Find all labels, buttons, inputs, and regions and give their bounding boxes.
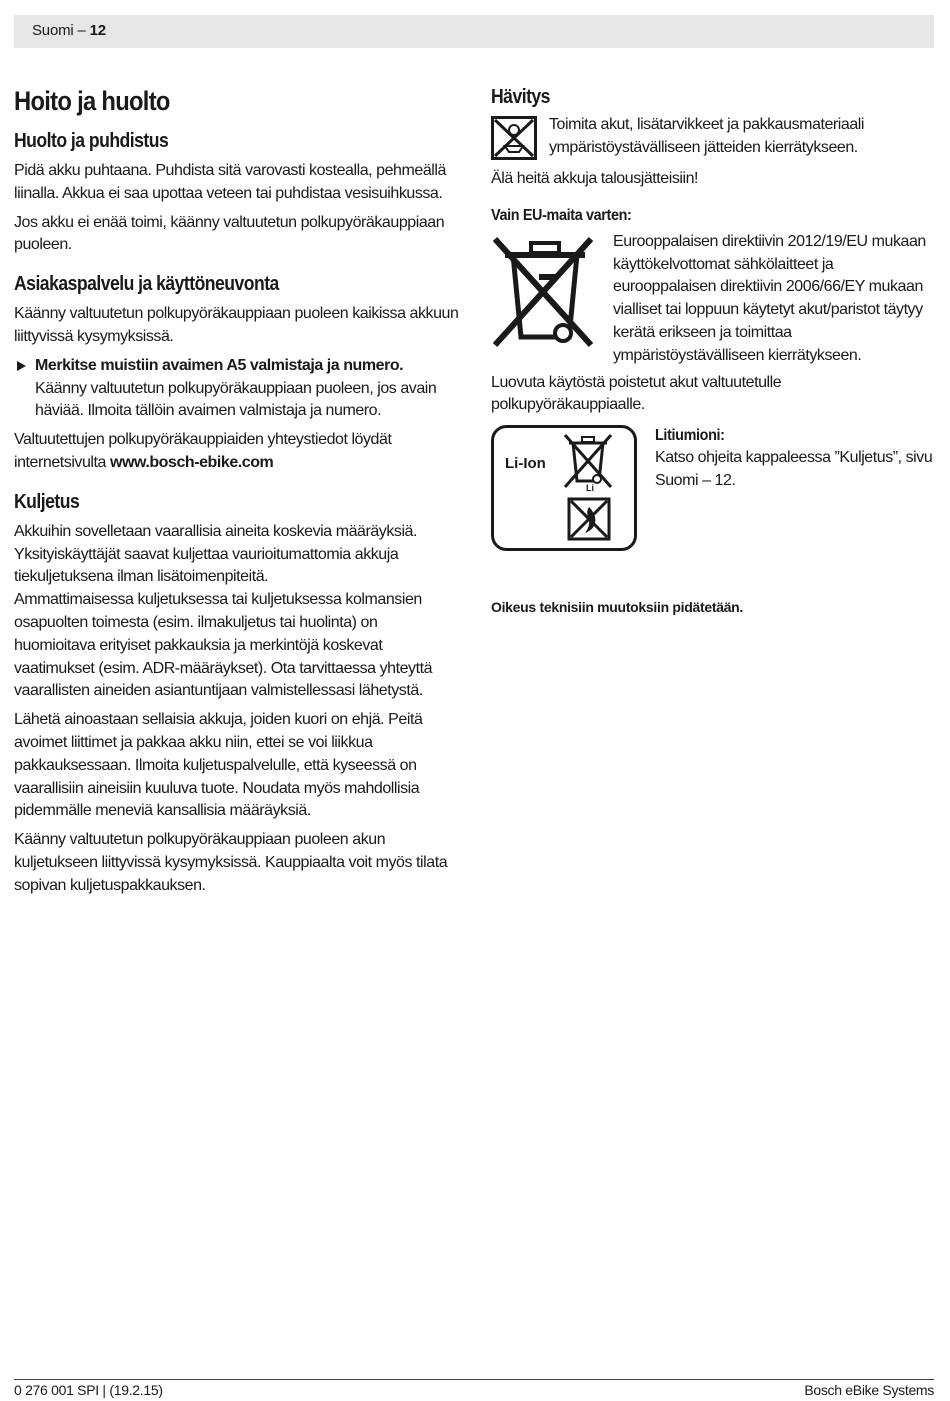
left-column bbox=[14, 84, 460, 912]
transport-paragraph-1: Akkuihin sovelletaan vaarallisia aineita koskevia määräyksiä. Yksityiskäyttäjät saavat kuljettaa vaurioitumattomia akkuja tiekuljetuksena ilman lisätoimenpiteitä. bbox=[14, 522, 417, 586]
page-header bbox=[14, 15, 934, 48]
eu-only-heading: Vain EU-maita varten: bbox=[491, 206, 632, 224]
customer-service-heading: Asiakaspalvelu ja käyttöneuvonta bbox=[14, 273, 279, 296]
handover-text: Luovuta käytöstä poistetut akut valtuutetulle polkupyöräkauppiaalle. bbox=[491, 373, 782, 414]
header-separator: – bbox=[73, 22, 90, 39]
customer-service-paragraph: Käänny valtuutetun polkupyöräkauppiaan puoleen kaikissa akkuun liittyvissä kysymyksissä. bbox=[14, 305, 459, 345]
step-bold-text: Merkitse muistiin avaimen A5 valmistaja ja numero. bbox=[35, 356, 404, 374]
rights-reserved-text: Oikeus teknisiin muutoksiin pidätetään. bbox=[491, 599, 744, 616]
footer-divider bbox=[14, 1379, 934, 1380]
li-text: Li bbox=[586, 483, 594, 494]
dealer-contact-text: Valtuutettujen polkupyöräkauppiaiden yhteystiedot löydät internetsivulta bbox=[14, 431, 392, 471]
eu-block bbox=[491, 231, 934, 368]
maintenance-heading: Huolto ja puhdistus bbox=[14, 130, 169, 152]
maintenance-paragraph-1: Pidä akku puhtaana. Puhdista sitä varovasti kostealla, pehmeällä liinalla. Akkua ei saa upottaa veteen tai puhdistaa vesisuihkussa. bbox=[14, 162, 446, 202]
section-transport bbox=[14, 489, 460, 898]
dealer-contact-paragraph bbox=[14, 429, 460, 475]
triangle-bullet-icon bbox=[17, 361, 26, 371]
section-maintenance bbox=[14, 128, 460, 257]
recycling-text: Toimita akut, lisätarvikkeet ja pakkausmateriaali ympäristöystävälliseen jätteiden kierrätykseen. bbox=[549, 116, 864, 156]
transport-paragraph-2: Ammattimaisessa kuljetuksessa tai kuljetuksessa kolmansien osapuolten toimesta (esim. ilmakuljetus tai huolinta) on huomioitava erityiset pakkauksia ja merkintöjä koskevat vaatimukset (esim. ADR-määräykset). Ota tarvittaessa yhteyttä vaarallisten aineiden asiantuntijaan valmistellessasi lähetystä. bbox=[14, 591, 433, 700]
disposal-heading: Hävitys bbox=[491, 86, 550, 108]
liion-text: Li-Ion bbox=[505, 455, 546, 473]
header-language: Suomi bbox=[32, 22, 74, 39]
maintenance-paragraph-2: Jos akku ei enää toimi, käänny valtuutetun polkupyöräkauppiaan puoleen. bbox=[14, 213, 445, 254]
liion-heading: Litiumioni: bbox=[655, 427, 725, 445]
recycling-block bbox=[491, 114, 934, 160]
transport-paragraph-4: Käänny valtuutetun polkupyöräkauppiaan puoleen akun kuljetukseen liittyvissä kysymyksissä. Kauppiaalta voit myös tilata sopivan kuljetuspakkauksen. bbox=[14, 831, 448, 894]
recycling-icon bbox=[491, 116, 537, 160]
liion-info-text: Katso ohjeita kappaleessa ”Kuljetus”, sivu Suomi – 12. bbox=[655, 449, 933, 489]
step-text: Käänny valtuutetun polkupyöräkauppiaan puoleen, jos avain häviää. Ilmoita tällöin avaimen valmistaja ja numero. bbox=[35, 379, 437, 420]
main-title: Hoito ja huolto bbox=[14, 86, 170, 116]
website-link[interactable]: www.bosch-ebike.com bbox=[109, 453, 274, 471]
instruction-step bbox=[14, 355, 460, 423]
crossed-out-bin-icon bbox=[491, 233, 599, 351]
liion-block bbox=[491, 425, 934, 551]
transport-heading: Kuljetus bbox=[14, 490, 80, 513]
right-column bbox=[491, 84, 934, 615]
liion-info bbox=[655, 425, 934, 493]
header-page-number: 12 bbox=[89, 22, 106, 39]
header-label bbox=[32, 22, 106, 39]
liion-label-icon bbox=[491, 425, 637, 551]
section-customer-service bbox=[14, 271, 460, 475]
footer-document-number: 0 276 001 SPI | (19.2.15) bbox=[14, 1382, 163, 1398]
transport-paragraph-3: Lähetä ainoastaan sellaisia akkuja, joiden kuori on ehjä. Peitä avoimet liittimet ja pakkaa akku niin, ettei se voi liikkua pakkauksessaan. Ilmoita kuljetuspalvelulle, että kyseessä on vaarallisiin aineisiin kuuluva tuote. Noudata myös mahdollisia pidemmälle meneviä kansallisia määräyksiä. bbox=[14, 711, 423, 820]
footer-company: Bosch eBike Systems bbox=[804, 1382, 934, 1398]
eu-directive-text: Eurooppalaisen direktiivin 2012/19/EU mukaan käyttökelvottomat sähkölaitteet ja eurooppalaisen direktiivin 2006/66/EY mukaan vialliset tai loppuun käytetyt akut/paristot täytyy kerätä erikseen ja toimittaa ympäristöystävälliseen kierrätykseen. bbox=[613, 232, 926, 364]
no-household-waste-text: Älä heitä akkuja talousjätteisiin! bbox=[491, 170, 699, 187]
